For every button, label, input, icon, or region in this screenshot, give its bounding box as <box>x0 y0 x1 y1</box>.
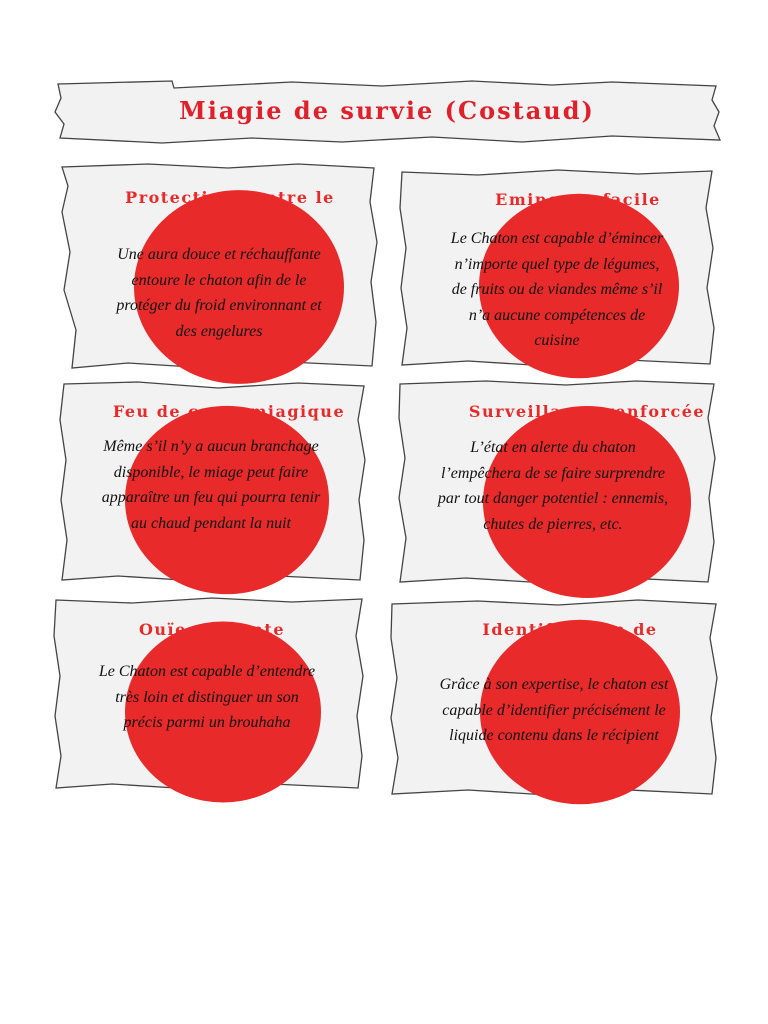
card-text: Le Chaton est capable d’émincer n’importe quel type de légumes, de fruits ou de viandes même s’il n’a aucune compétences de cuisine <box>450 230 664 349</box>
card-surveillance <box>396 378 718 586</box>
card-emincage-facile <box>398 168 716 368</box>
card-title: Eminçage facile <box>495 190 661 209</box>
card-title: Surveillance renforcée <box>468 402 706 421</box>
card-ouie-percante <box>52 596 366 792</box>
card-protection-froid <box>58 162 380 372</box>
card-text: Une aura douce et réchauffante entoure le chaton afin de le protéger du froid environnant et des engelures <box>116 246 322 340</box>
card-title: Feu de camp miagique <box>112 402 346 421</box>
page-title: Miagie de survie (Costaud) <box>179 96 595 125</box>
card-text: L’état en alerte du chaton l’empêchera de se faire surprendre par tout danger potentiel : ennemis, chutes de pierres, etc. <box>437 439 669 533</box>
card-identification-liquide <box>388 598 720 798</box>
title-banner <box>52 78 722 146</box>
card-text: Le Chaton est capable d’entendre très loin et distinguer un son précis parmi un brouhaha <box>98 663 316 731</box>
card-title: Identification de liquide <box>482 620 658 659</box>
card-title: Ouïe perçante <box>138 620 285 639</box>
card-text: Même s’il n’y a aucun branchage disponible, le miage peut faire apparaître un feu qui pourra tenir au chaud pendant la nuit <box>101 438 321 532</box>
card-feu-de-camp <box>58 380 368 584</box>
card-text: Grâce à son expertise, le chaton est capable d’identifier précisément le liquide contenu dans le récipient <box>439 676 669 744</box>
card-title: Protection contre le froid <box>125 188 335 227</box>
